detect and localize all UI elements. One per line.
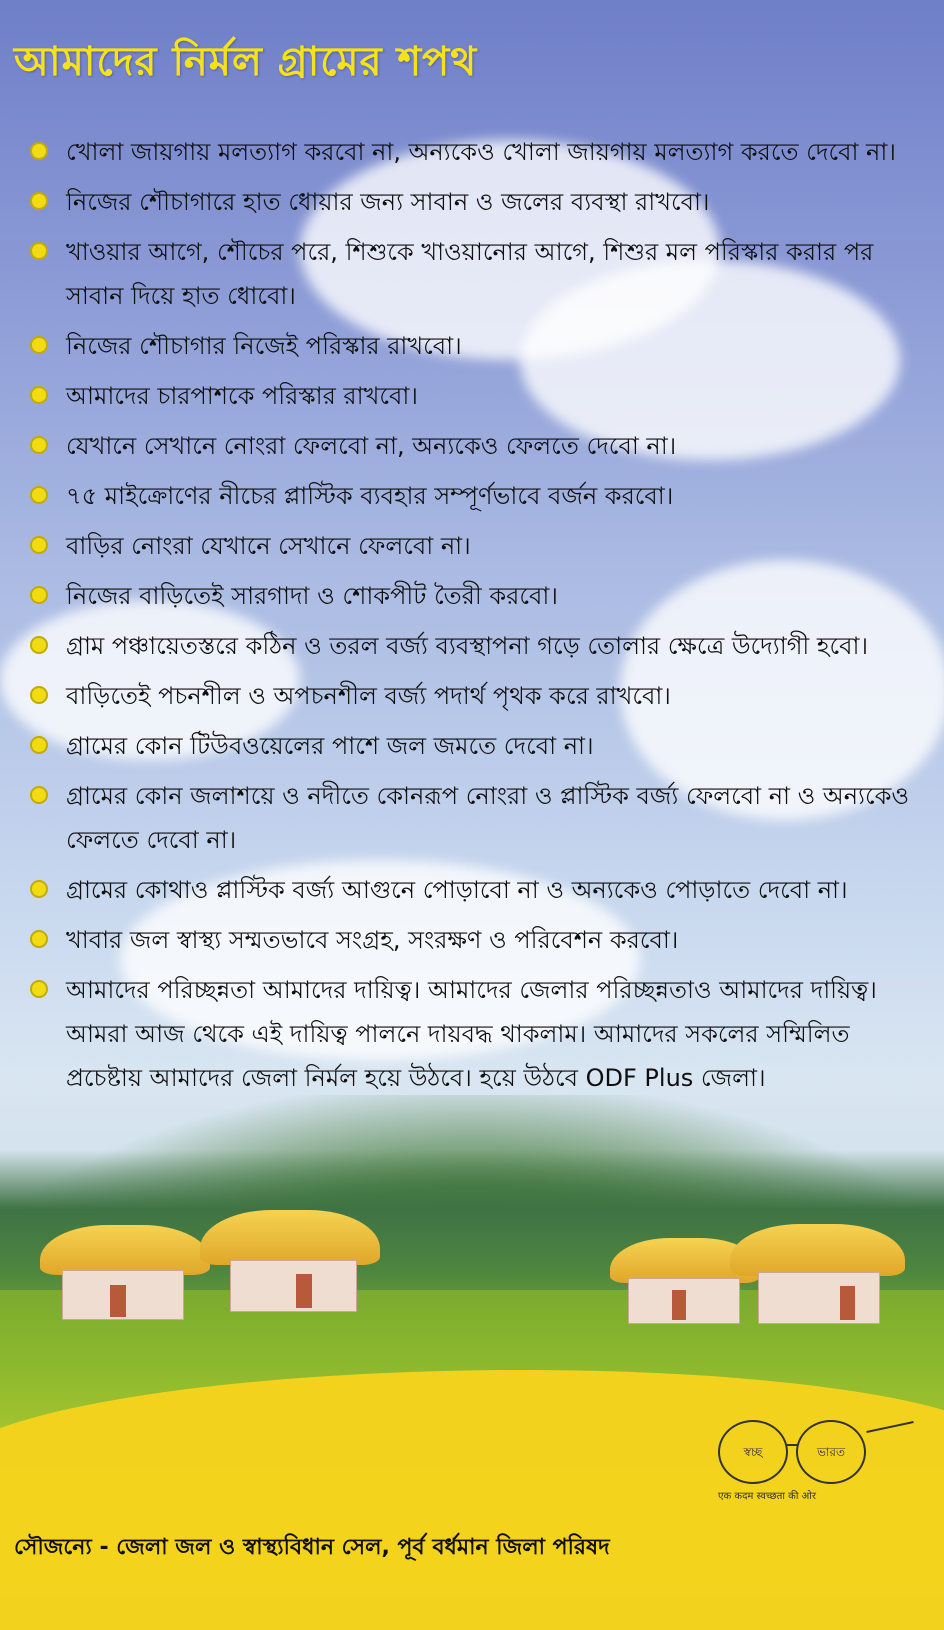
bullet-icon	[30, 486, 48, 504]
pledge-text: বাড়ির নোংরা যেখানে সেখানে ফেলবো না।	[66, 532, 471, 560]
pledge-text: ৭৫ মাইক্রোণের নীচের প্লাস্টিক ব্যবহার সম্পূর্ণভাবে বর্জন করবো।	[66, 482, 674, 510]
bullet-icon	[30, 880, 48, 898]
bullet-icon	[30, 192, 48, 210]
list-item	[30, 624, 910, 668]
pledge-text: আমাদের চারপাশকে পরিস্কার রাখবো।	[66, 382, 418, 410]
list-item	[30, 424, 910, 468]
list-item	[30, 230, 910, 318]
bullet-icon	[30, 242, 48, 260]
spectacles-icon-left-lens: স্বচ্ছ	[718, 1420, 788, 1484]
page-title: আমাদের নির্মল গ্রামের শপথ	[14, 39, 478, 85]
list-item	[30, 524, 910, 568]
list-item	[30, 774, 910, 862]
logo-tagline: एक कदम स्वच्छता की ओर	[718, 1491, 816, 1502]
bullet-icon	[30, 142, 48, 160]
bullet-icon	[30, 386, 48, 404]
pledge-text: গ্রামের কোন জলাশয়ে ও নদীতে কোনরূপ নোংরা ও প্লাস্টিক বর্জ্য ফেলবো না ও অন্যকেও ফেলতে দেবো না।	[66, 782, 910, 854]
bullet-icon	[30, 686, 48, 704]
pledge-text: নিজের বাড়িতেই সারগাদা ও শোকপীট তৈরী করবো।	[66, 582, 558, 610]
pledge-text: খাওয়ার আগে, শৌচের পরে, শিশুকে খাওয়ানোর আগে, শিশুর মল পরিস্কার করার পর সাবান দিয়ে হাত ধোবো।	[66, 238, 874, 310]
bullet-icon	[30, 536, 48, 554]
list-item	[30, 474, 910, 518]
list-item	[30, 724, 910, 768]
pledge-list	[30, 130, 910, 1106]
bullet-icon	[30, 636, 48, 654]
list-item	[30, 324, 910, 368]
bullet-icon	[30, 786, 48, 804]
swachh-bharat-logo	[718, 1420, 918, 1510]
bullet-icon	[30, 436, 48, 454]
list-item	[30, 374, 910, 418]
credit-footer: সৌজন্যে - জেলা জল ও স্বাস্থ্যবিধান সেল, পূর্ব বর্ধমান জিলা পরিষদ	[14, 1535, 610, 1560]
list-item	[30, 180, 910, 224]
pledge-text: খোলা জায়গায় মলত্যাগ করবো না, অন্যকেও খোলা জায়গায় মলত্যাগ করতে দেবো না।	[66, 138, 896, 166]
pledge-text: গ্রাম পঞ্চায়েতস্তরে কঠিন ও তরল বর্জ্য ব্যবস্থাপনা গড়ে তোলার ক্ষেত্রে উদ্যোগী হবো।	[66, 632, 869, 660]
list-item	[30, 574, 910, 618]
hut-left-1	[40, 1225, 220, 1320]
spectacles-icon-temple	[866, 1421, 913, 1433]
list-item	[30, 918, 910, 962]
bullet-icon	[30, 336, 48, 354]
pledge-text: নিজের শৌচাগারে হাত ধোয়ার জন্য সাবান ও জলের ব্যবস্থা রাখবো।	[66, 188, 710, 216]
spectacles-icon-right-lens: ভারত	[796, 1420, 866, 1484]
pledge-text: গ্রামের কোথাও প্লাস্টিক বর্জ্য আগুনে পোড়াবো না ও অন্যকেও পোড়াতে দেবো না।	[66, 876, 848, 904]
pledge-text: যেখানে সেখানে নোংরা ফেলবো না, অন্যকেও ফেলতে দেবো না।	[66, 432, 677, 460]
pledge-text: বাড়িতেই পচনশীল ও অপচনশীল বর্জ্য পদার্থ পৃথক করে রাখবো।	[66, 682, 671, 710]
bullet-icon	[30, 980, 48, 998]
list-item	[30, 968, 910, 1100]
bullet-icon	[30, 930, 48, 948]
list-item	[30, 868, 910, 912]
list-item	[30, 674, 910, 718]
pledge-text: গ্রামের কোন টিউবওয়েলের পাশে জল জমতে দেবো না।	[66, 732, 594, 760]
pledge-text: খাবার জল স্বাস্থ্য সম্মতভাবে সংগ্রহ, সংরক্ষণ ও পরিবেশন করবো।	[66, 926, 679, 954]
hut-left-2	[200, 1210, 390, 1310]
pledge-text: আমাদের পরিচ্ছন্নতা আমাদের দায়িত্ব। আমাদের জেলার পরিচ্ছন্নতাও আমাদের দায়িত্ব। আমরা আজ থেকে এই দায়িত্ব পালনে দায়বদ্ধ থাকলাম। আমাদের সকলের সম্মিলিত প্রচেষ্টায় আমাদের জেলা নির্মল হয়ে উঠবে। হয়ে উঠবে ODF Plus জেলা।	[66, 976, 877, 1092]
list-item	[30, 130, 910, 174]
hut-right-2	[730, 1224, 915, 1324]
bullet-icon	[30, 736, 48, 754]
pledge-text: নিজের শৌচাগার নিজেই পরিস্কার রাখবো।	[66, 332, 462, 360]
bullet-icon	[30, 586, 48, 604]
